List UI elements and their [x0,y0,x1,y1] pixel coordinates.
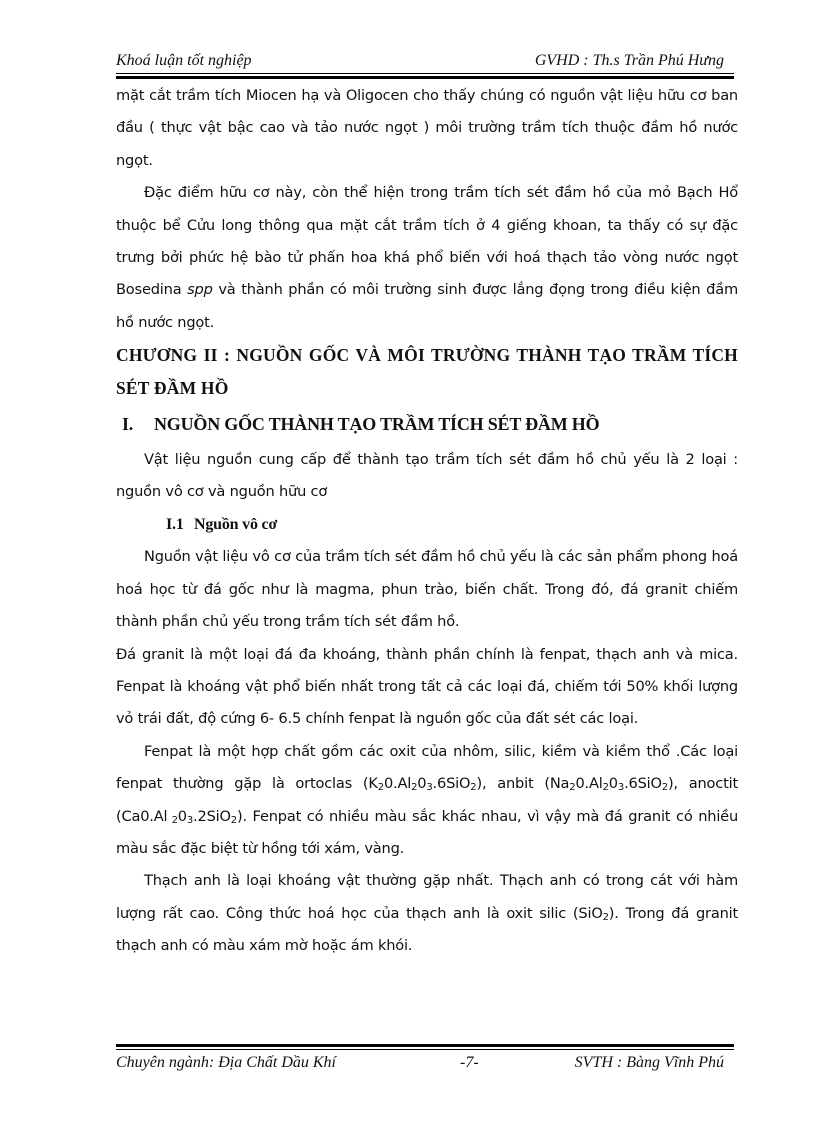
paragraph: mặt cắt trầm tích Miocen hạ và Oligocen cho thấy chúng có nguồn vật liệu hữu cơ ban đầu ( thực vật bậc cao và tảo nước ngọt ) môi trường trầm tích thuộc đầm hồ nước ngọt. [116,87,738,169]
section-heading: I. NGUỒN GỐC THÀNH TẠO TRẦM TÍCH SÉT ĐẦM HỒ [122,414,600,435]
paragraph: Vật liệu nguồn cung cấp để thành tạo trầm tích sét đầm hồ chủ yếu là 2 loại : nguồn vô cơ và nguồn hữu cơ [116,451,738,501]
footer-major: Chuyên ngành: Địa Chất Dầu Khí [116,1054,336,1071]
header-rule-thick [116,76,734,79]
footer-rule-thin [116,1049,734,1050]
header-rule-thin [116,73,734,74]
page-number: -7- [460,1054,479,1071]
paragraph: Fenpat là một hợp chất gồm các oxit của nhôm, silic, kiềm và kiềm thổ .Các loại fenpat thường gặp là ortoclas $(K_20.Al_20_3.6SiO_2)$, anbit $(Na_20.Al_20_3.6SiO_2)$, anoctit (Ca0.Al $_20_3.2SiO_2$). Fenpat có nhiều màu sắc khác nhau, vì vậy mà đá granit có nhiều màu sắc đặc biệt từ hồng tới xám, vàng. [116,742,738,857]
paragraph: Thạch anh là loại khoáng vật thường gặp nhất. Thạch anh có trong cát với hàm lượng rất cao. Công thức hoá học của thạch anh là oxit silic (SiO$_2$). Trong đá granit thạch anh có màu xám mờ hoặc ám khói. [116,872,739,955]
footer-student: SVTH : Bàng Vĩnh Phú [574,1054,724,1071]
paragraph: Nguồn vật liệu vô cơ của trầm tích sét đầm hồ chủ yếu là các sản phẩm phong hoá hoá học từ đá gốc như là magma, phun trào, biến chất. Trong đó, đá granit chiếm thành phần chủ yếu trong trầm tích sét đầm hồ. [116,548,738,631]
paragraph: Đặc điểm hữu cơ này, còn thể hiện trong trầm tích sét đầm hồ của mỏ Bạch Hổ thuộc bể Cửu long thông qua mặt cắt trầm tích ở 4 giếng khoan, ta thấy có sự đặc trưng bởi phức hệ bào tử phấn hoa khá phổ biến với hoá thạch tảo vòng nước ngọt Bosedina spp và thành phần có môi trường sinh được lắng đọng trong điều kiện đầm hồ nước ngọt. [116,184,738,331]
footer-rule-thick [116,1044,734,1047]
page-header [116,50,728,74]
document-body [116,80,738,963]
subsection-heading: I.1 Nguồn vô cơ [166,515,278,533]
chapter-title: CHƯƠNG II : NGUỒN GỐC VÀ MÔI TRƯỜNG THÀNH TẠO TRẦM TÍCH SÉT ĐẦM HỒ [116,345,738,398]
page-footer [116,1054,734,1078]
paragraph: Đá granit là một loại đá đa khoáng, thành phần chính là fenpat, thạch anh và mica. Fenpat là khoáng vật phổ biến nhất trong tất cả các loại đá, chiếm tới 50% khối lượng vỏ trái đất, độ cứng 6- 6.5 chính fenpat là nguồn gốc của đất sét các loại. [116,645,738,728]
header-thesis-label: Khoá luận tốt nghiệp [116,52,252,69]
header-advisor: GVHD : Th.s Trần Phú Hưng [534,52,724,69]
